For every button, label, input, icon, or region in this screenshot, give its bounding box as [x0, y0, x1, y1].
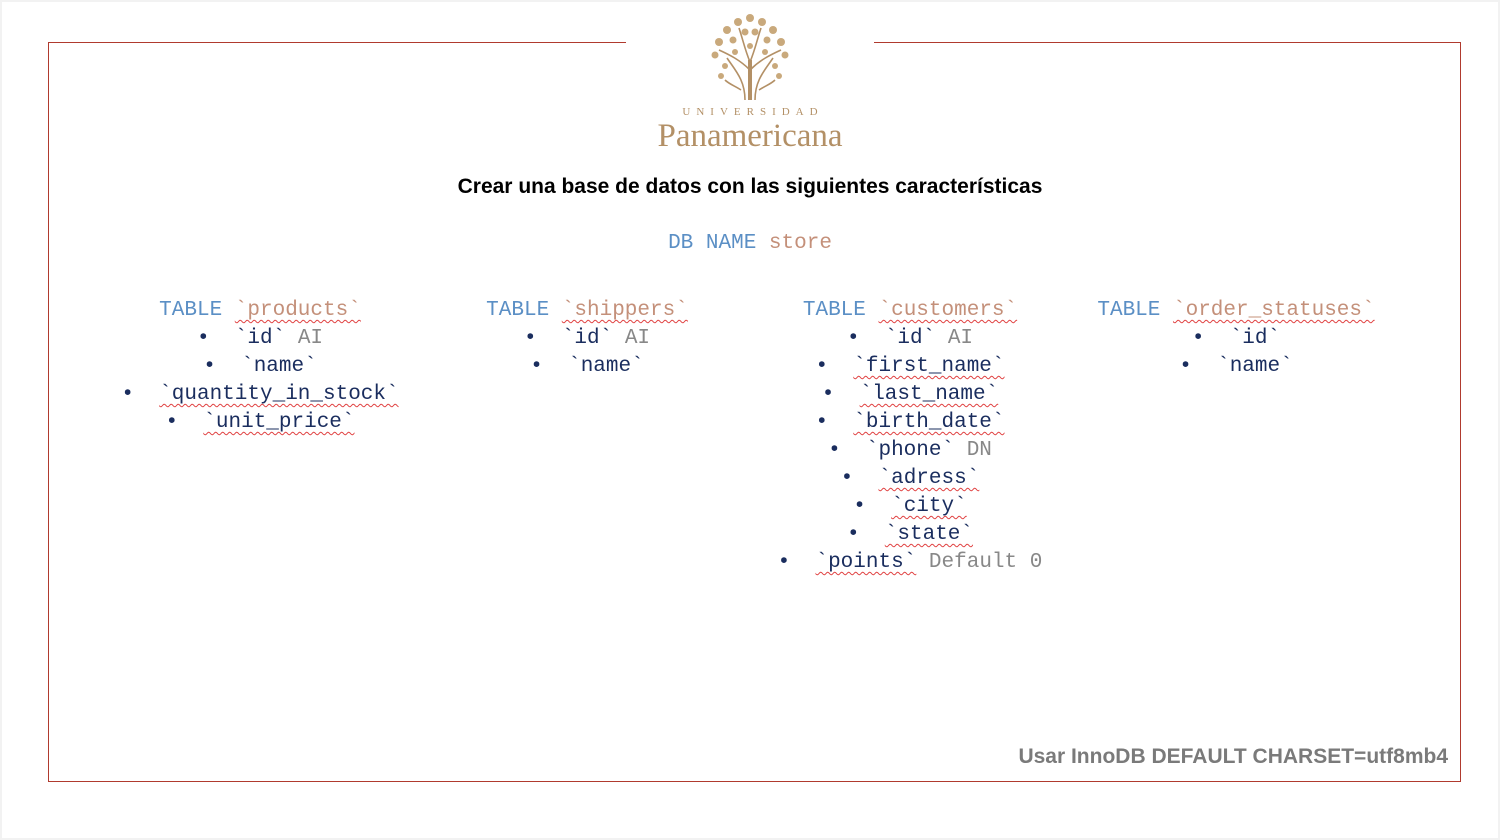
column-item — [110, 381, 410, 409]
column-item — [110, 409, 410, 437]
column-item — [1086, 325, 1386, 353]
table-name: `products` — [234, 299, 361, 322]
table-keyword: TABLE — [486, 299, 550, 322]
table-keyword: TABLE — [802, 299, 866, 322]
column-name: `phone` — [865, 439, 955, 462]
table-keyword: TABLE — [159, 299, 223, 322]
university-logo — [0, 10, 1500, 154]
logo-line-2: Panamericana — [657, 118, 843, 154]
slide-heading: Crear una base de datos con las siguientes características — [457, 175, 1043, 198]
column-note: AI — [624, 327, 651, 350]
column-name: `last_name` — [859, 383, 999, 406]
column-item — [760, 381, 1060, 409]
table-keyword: TABLE — [1097, 299, 1161, 322]
column-item — [760, 493, 1060, 521]
column-name: `first_name` — [853, 355, 1005, 378]
table-name: `order_statuses` — [1172, 299, 1375, 322]
tree-icon — [705, 10, 795, 102]
column-list — [437, 325, 737, 381]
db-name-keyword: DB NAME — [668, 232, 757, 255]
column-item — [760, 437, 1060, 465]
table-header — [1086, 297, 1386, 325]
table-header — [437, 297, 737, 325]
table-products — [110, 297, 410, 437]
column-list — [1086, 325, 1386, 381]
column-name: `name` — [241, 355, 317, 378]
column-name: `points` — [815, 551, 917, 574]
column-name: `name` — [568, 355, 644, 378]
column-name: `name` — [1217, 355, 1293, 378]
logo-line-1: UNIVERSIDAD — [682, 106, 824, 118]
column-item — [437, 353, 737, 381]
column-name: `quantity_in_stock` — [159, 383, 399, 406]
column-item — [760, 465, 1060, 493]
column-item — [760, 549, 1060, 577]
column-name: `id` — [234, 327, 286, 350]
column-item — [437, 325, 737, 353]
db-name-line — [0, 232, 1500, 255]
column-item — [760, 409, 1060, 437]
column-name: `birth_date` — [853, 411, 1005, 434]
column-name: `id` — [1229, 327, 1281, 350]
column-item — [1086, 353, 1386, 381]
table-header — [110, 297, 410, 325]
table-name: `shippers` — [561, 299, 688, 322]
table-header — [760, 297, 1060, 325]
column-name: `state` — [884, 523, 974, 546]
column-item — [760, 325, 1060, 353]
column-note: Default 0 — [928, 551, 1043, 574]
table-order-statuses — [1086, 297, 1386, 381]
column-name: `adress` — [878, 467, 980, 490]
column-name: `city` — [891, 495, 967, 518]
column-list — [760, 325, 1060, 577]
column-list — [110, 325, 410, 437]
column-item — [110, 325, 410, 353]
column-name: `id` — [884, 327, 936, 350]
db-name-value: store — [768, 232, 832, 255]
column-note: AI — [947, 327, 974, 350]
column-name: `unit_price` — [203, 411, 355, 434]
table-shippers — [437, 297, 737, 381]
column-item — [760, 521, 1060, 549]
table-name: `customers` — [878, 299, 1018, 322]
column-note: AI — [297, 327, 324, 350]
column-name: `id` — [561, 327, 613, 350]
column-item — [760, 353, 1060, 381]
column-note: DN — [966, 439, 992, 462]
charset-note: Usar InnoDB DEFAULT CHARSET=utf8mb4 — [1018, 745, 1448, 768]
column-item — [110, 353, 410, 381]
table-customers — [760, 297, 1060, 577]
